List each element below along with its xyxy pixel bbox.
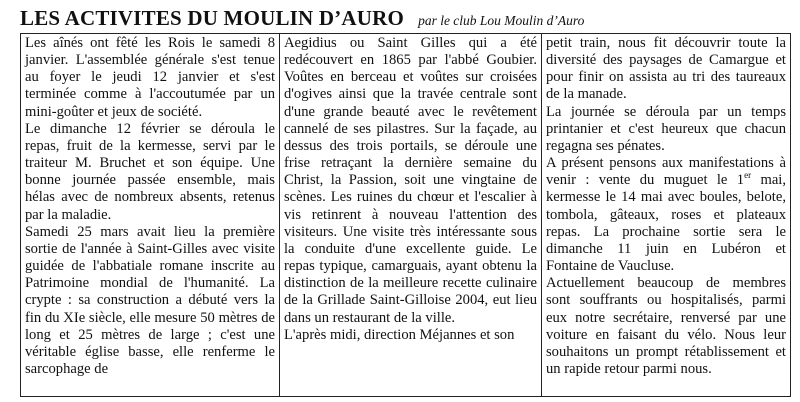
paragraph: Aegidius ou Saint Gilles qui a été redécouvert en 1865 par l'abbé Goubier. Voûtes en berceau et voûtes sur croisées d'ogives ainsi que la travée centrale sont d'une grande beauté avec le revêtement cannelé de ses pilastres. Sur la façade, au dessus des trois portails, se déroule une frise retraçant la dernière semaine du Christ, la Passion, soit une vingtaine de scènes. Les ruines du chœur et l'escalier à vis retinrent à nouveau l'attention des visiteurs. Une visite très intéressante sous la conduite d'une excellente guide. Le repas typique, camarguais, ayant obtenu la distinction de la meilleure recette culinaire de la Grillade Saint-Gilloise 2004, eut lieu dans un restaurant de la ville. [284,35,537,326]
paragraph: petit train, nous fit découvrir toute la diversité des paysages de Camargue et pour finir on assista au tri des taureaux de la manade. [546,35,786,103]
paragraph: Actuellement beaucoup de membres sont souffrants ou hospitalisés, parmi eux notre secrétaire, renversé par une voiture en faisant du vélo. Nous leur souhaitons un prompt rétablissement et un rapide retour parmi nous. [546,275,786,377]
ordinal-superscript: er [744,170,752,181]
paragraph: Le dimanche 12 février se déroula le repas, fruit de la kermesse, servi par le traiteur M. Bruchet et son équipe. Une bonne journée passée ensemble, mais hélas avec de nombreux absents, retenus par la maladie. [25,120,275,223]
article-title: LES ACTIVITES DU MOULIN D’AURO [20,6,405,30]
text-fragment: A présent pensons aux manifestations à venir : vente du muguet le 1 [546,155,786,189]
paragraph: Samedi 25 mars avait lieu la première sortie de l'année à Saint-Gilles avec visite guidée de l'abbatiale romane inscrite au Patrimoine mondial de l'humanité. La crypte : sa construction a débuté vers la fin du XIe siècle, elle mesure 50 mètres de long et 25 mètres de large ; c'est une véritable église basse, elle renferme le sarcophage de [25,223,275,377]
paragraph-upcoming-events [546,155,786,275]
text-column-2 [280,34,542,396]
article-byline: par le club Lou Moulin d’Auro [418,13,585,28]
paragraph: L'après midi, direction Méjannes et son [284,326,515,343]
paragraph: La journée se déroula par un temps printanier et c'est heureux que chacun regagna ses pénates. [546,103,786,154]
text-column-3 [542,34,790,396]
text-fragment: mai, kermesse le 14 mai avec boules, belote, tombola, gâteaux, roses et plateaux repas. La prochaine sortie sera le dimanche 11 juin en Lubéron et Fontaine de Vaucluse. [546,172,786,275]
article-header [20,6,584,32]
article-frame [20,33,791,397]
paragraph: Les aînés ont fêté les Rois le samedi 8 janvier. L'assemblée générale s'est tenue au foyer le jeudi 12 janvier et s'est terminée comme à l'accoutumée par un mini-goûter et jeux de société. [25,35,275,120]
text-column-1 [21,34,280,396]
